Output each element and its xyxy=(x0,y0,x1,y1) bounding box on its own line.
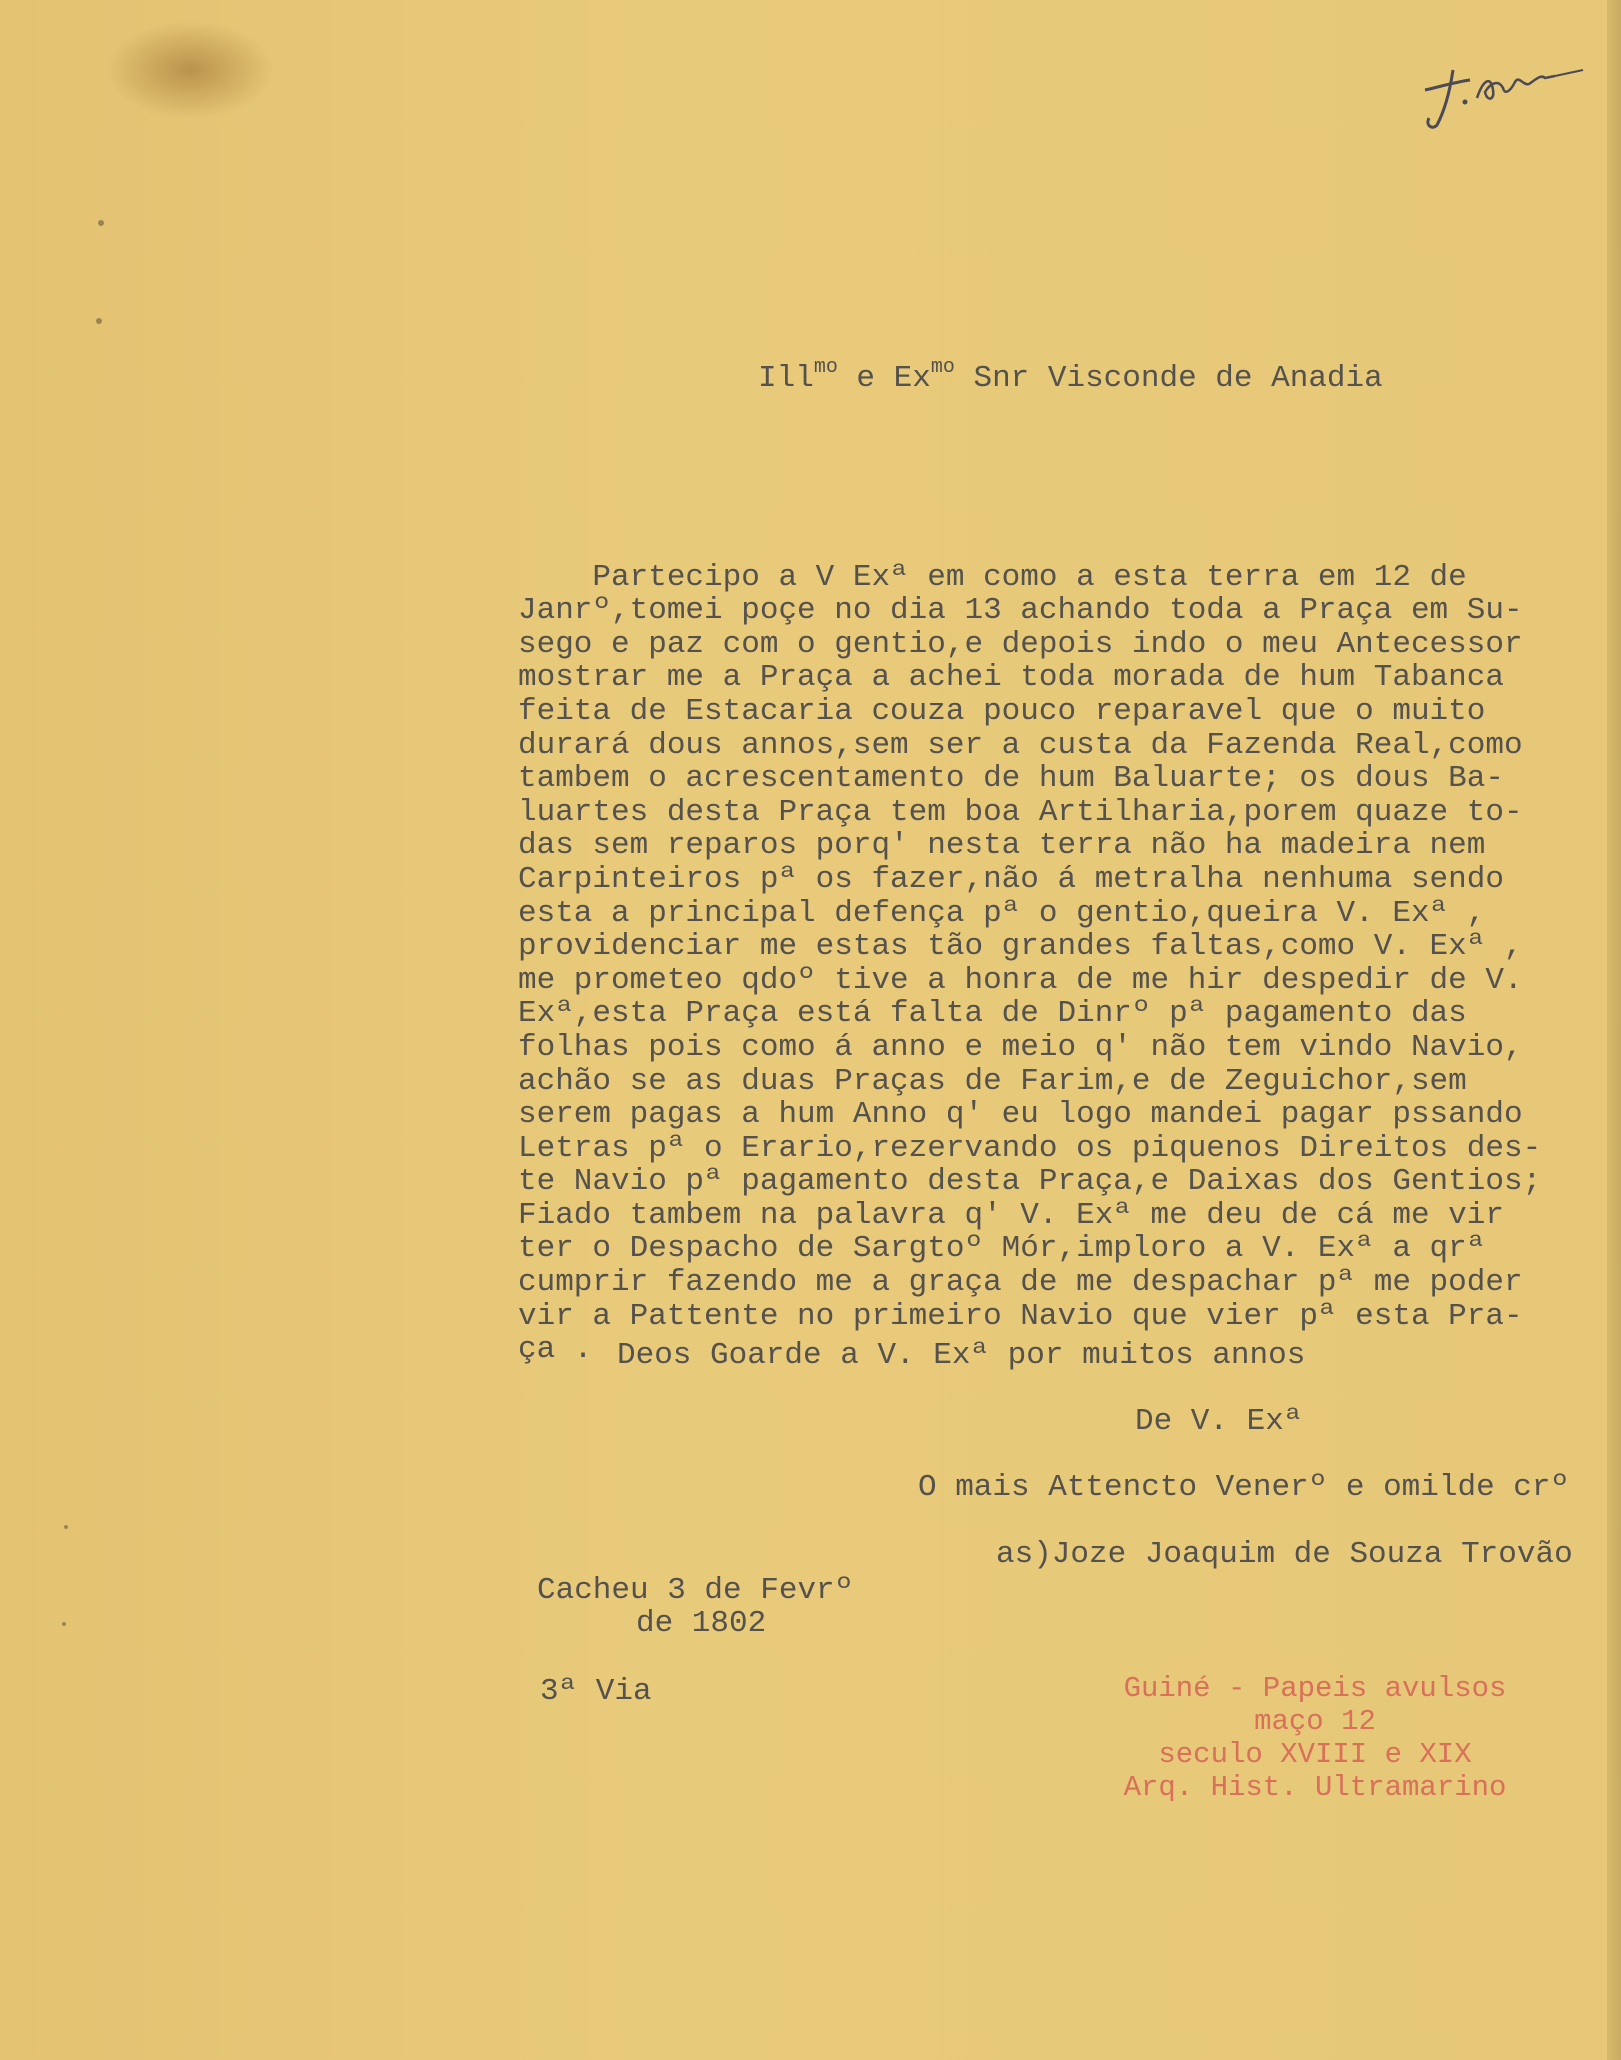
body-line: Carpinteiros pª os fazer,não á metralha nenhuma sendo xyxy=(518,861,1504,897)
body-line: Fiado tambem na palavra q' V. Exª me deu de cá me vir xyxy=(518,1197,1504,1233)
body-line: providenciar me estas tão grandes faltas,como V. Exª , xyxy=(518,929,1523,965)
letter-body xyxy=(518,527,1541,1434)
page-edge xyxy=(1607,0,1621,2060)
body-line: achão se as duas Praças de Farim,e de Zeguichor,sem xyxy=(518,1063,1467,1099)
body-line: tambem o acrescentamento de hum Baluarte; os dous Ba- xyxy=(518,761,1504,797)
archive-line: maço 12 xyxy=(1254,1705,1376,1738)
archive-line: seculo XVIII e XIX xyxy=(1158,1738,1472,1771)
body-line: folhas pois como á anno e meio q' não tem vindo Navio, xyxy=(518,1029,1523,1065)
body-line: serem pagas a hum Anno q' eu logo mandei pagar pssando xyxy=(518,1097,1523,1133)
salutation: Ill$^{mo}$ e $Ex^{mo}$ Snr Visconde de Anadia xyxy=(758,356,1383,396)
archive-stamp xyxy=(1075,1672,1555,1804)
body-line: durará dous annos,sem ser a custa da Fazenda Real,como xyxy=(518,727,1523,763)
body-line: Exª,esta Praça está falta de Dinrº pª pagamento das xyxy=(518,996,1467,1032)
body-line: Letras pª o Erario,rezervando os piquenos Direitos des- xyxy=(518,1130,1542,1166)
body-line: te Navio pª pagamento desta Praça,e Daixas dos Gentios; xyxy=(518,1164,1542,1200)
place-date: Cacheu 3 de Fevrº xyxy=(537,1573,854,1608)
paper-speck xyxy=(96,318,102,324)
copy-note: 3ª Via xyxy=(540,1674,652,1709)
closing-formula: Deos Goarde a V. Exª por muitos annos xyxy=(617,1338,1306,1373)
paper-speck xyxy=(62,1622,66,1626)
body-line: luartes desta Praça tem boa Artilharia,porem quaze to- xyxy=(518,794,1523,830)
subscription-line: O mais Attencto Venerº e omilde crº xyxy=(918,1470,1570,1505)
closing-address: De V. Exª xyxy=(1135,1404,1303,1439)
body-line: feita de Estacaria couza pouco reparavel que o muito xyxy=(518,693,1486,729)
body-line: me prometeo qdoº tive a honra de me hir despedir de V. xyxy=(518,962,1523,998)
paper-speck xyxy=(98,220,104,226)
body-line: sego e paz com o gentio,e depois indo o meu Antecessor xyxy=(518,626,1523,662)
body-line: vir a Pattente no primeiro Navio que vier pª esta Pra- xyxy=(518,1298,1523,1334)
body-line: Janrº,tomei poçe no dia 13 achando toda a Praça em Su- xyxy=(518,593,1523,629)
archive-line: Arq. Hist. Ultramarino xyxy=(1123,1771,1507,1804)
body-line: esta a principal defença pª o gentio,queira V. Exª , xyxy=(518,895,1486,931)
body-line: Partecipo a V Exª em como a esta terra em 12 de xyxy=(518,559,1467,595)
body-line: das sem reparos porq' nesta terra não ha madeira nem xyxy=(518,828,1486,864)
body-line: cumprir fazendo me a graça de me despachar pª me poder xyxy=(518,1265,1523,1301)
signature-line: as)Joze Joaquim de Souza Trovão xyxy=(996,1537,1573,1572)
archive-line: Guiné - Papeis avulsos xyxy=(1123,1672,1507,1705)
year: de 1802 xyxy=(636,1606,767,1641)
paper-speck xyxy=(64,1525,68,1529)
body-line: ter o Despacho de Sargtoº Mór,imploro a V. Exª a qrª xyxy=(518,1231,1486,1267)
handwritten-signature-mark xyxy=(1395,30,1595,140)
body-line: mostrar me a Praça a achei toda morada de hum Tabanca xyxy=(518,660,1504,696)
body-line: ça . xyxy=(518,1332,593,1368)
